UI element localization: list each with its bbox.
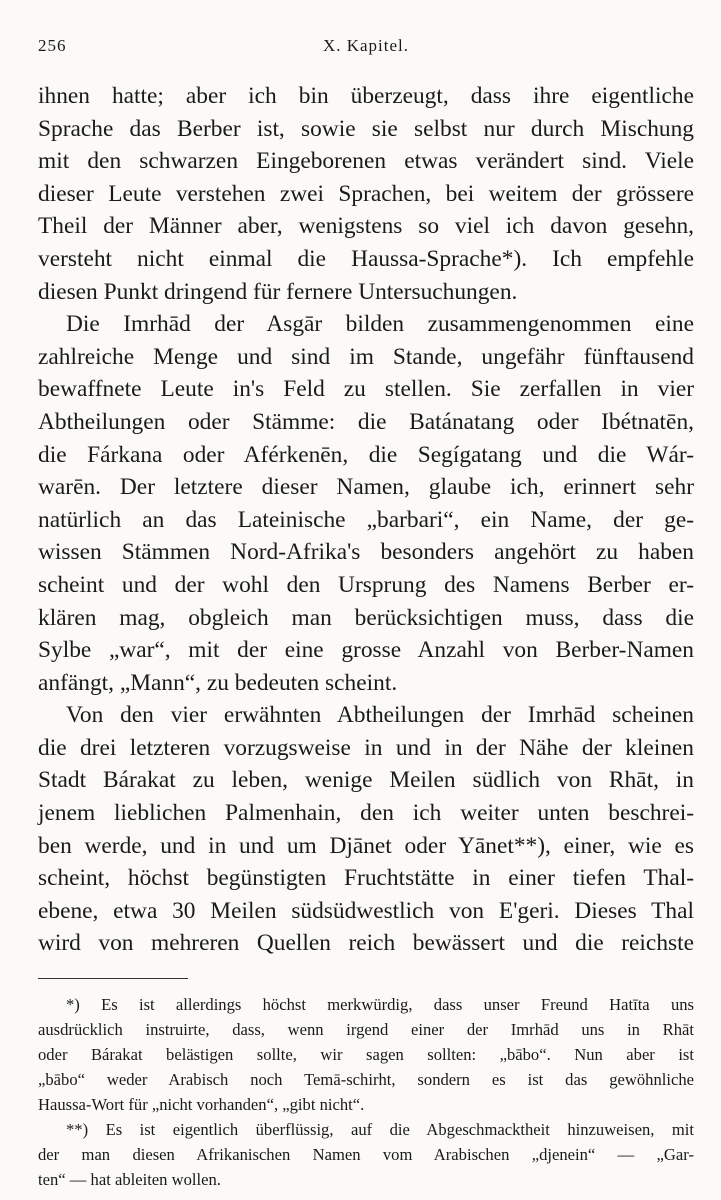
- body-line: warēn. Der letztere dieser Namen, glaube ich, erinnert sehr: [38, 474, 694, 501]
- body-line: bewaffnete Leute in's Feld zu stellen. Sie zerfallen in vier: [38, 376, 694, 403]
- body-line: dieser Leute verstehen zwei Sprachen, bei weitem der grössere: [38, 180, 694, 207]
- body-line: jenem lieblichen Palmenhain, den ich weiter unten beschrei-: [38, 800, 694, 827]
- footnote-line: ausdrücklich instruirte, dass, wenn irgend einer der Imrhād uns in Rhāt: [38, 1020, 694, 1040]
- body-line: ebene, etwa 30 Meilen südsüdwestlich von E'geri. Dieses Thal: [38, 897, 694, 924]
- body-line: Sylbe „war“, mit der eine grosse Anzahl von Berber-Namen: [38, 637, 694, 664]
- body-line: die Fárkana oder Aférkenēn, die Segígatang und die Wár-: [38, 441, 694, 468]
- body-line: Abtheilungen oder Stämme: die Batánatang oder Ibétnatēn,: [38, 408, 694, 435]
- body-line: mit den schwarzen Eingeborenen etwas verändert sind. Viele: [38, 148, 694, 175]
- body-text: [38, 80, 694, 960]
- body-line: scheint, höchst begünstigten Fruchtstätte in einer tiefen Thal-: [38, 865, 694, 892]
- book-page: [38, 30, 694, 1192]
- footnote-line: ten“ — hat ableiten wollen.: [38, 1170, 221, 1190]
- body-line: zahlreiche Menge und sind im Stande, ungefähr fünftausend: [38, 343, 694, 370]
- body-line: Stadt Bárakat zu leben, wenige Meilen südlich von Rhāt, in: [38, 767, 694, 794]
- body-line: Von den vier erwähnten Abtheilungen der Imrhād scheinen: [66, 702, 694, 729]
- body-line: die drei letzteren vorzugsweise in und in der Nähe der kleinen: [38, 734, 694, 761]
- footnote-line: oder Bárakat belästigen sollte, wir sagen sollten: „bābo“. Nun aber ist: [38, 1045, 694, 1065]
- page-number: 256: [38, 36, 67, 55]
- body-line: Theil der Männer aber, wenigstens so viel ich davon gesehn,: [38, 213, 694, 240]
- footnotes: [38, 992, 694, 1192]
- footnote-line: **) Es ist eigentlich überflüssig, auf die Abgeschmacktheit hinzuweisen, mit: [66, 1120, 694, 1140]
- body-line: Sprache das Berber ist, sowie sie selbst nur durch Mischung: [38, 115, 694, 142]
- running-head: X. Kapitel.: [322, 36, 410, 55]
- footnote-line: der man diesen Afrikanischen Namen vom Arabischen „djenein“ — „Gar-: [38, 1145, 694, 1165]
- footnote-line: „bābo“ weder Arabisch noch Temā-schirht, sondern es ist das gewöhnliche: [38, 1070, 694, 1090]
- body-line: diesen Punkt dringend für fernere Untersuchungen.: [38, 278, 518, 305]
- body-line: ihnen hatte; aber ich bin überzeugt, dass ihre eigentliche: [38, 83, 694, 109]
- body-line: klären mag, obgleich man berücksichtigen muss, dass die: [38, 604, 694, 631]
- body-line: wird von mehreren Quellen reich bewässert und die reichste: [38, 930, 694, 957]
- page-header: [38, 30, 694, 70]
- body-line: wissen Stämmen Nord-Afrika's besonders angehört zu haben: [38, 539, 694, 566]
- body-line: ben werde, und in und um Djānet oder Yānet**), einer, wie es: [38, 832, 694, 859]
- body-line: Die Imrhād der Asgār bilden zusammengenommen eine: [66, 311, 694, 338]
- footnote-separator: [38, 978, 188, 979]
- footnote-line: *) Es ist allerdings höchst merkwürdig, dass unser Freund Hatīta uns: [66, 995, 694, 1015]
- body-line: natürlich an das Lateinische „barbari“, ein Name, der ge-: [38, 506, 694, 533]
- body-line: anfängt, „Mann“, zu bedeuten scheint.: [38, 669, 398, 696]
- footnote-line: Haussa-Wort für „nicht vorhanden“, „gibt nicht“.: [38, 1095, 365, 1115]
- body-line: versteht nicht einmal die Haussa-Sprache*). Ich empfehle: [38, 245, 694, 272]
- body-line: scheint und der wohl den Ursprung des Namens Berber er-: [38, 571, 694, 598]
